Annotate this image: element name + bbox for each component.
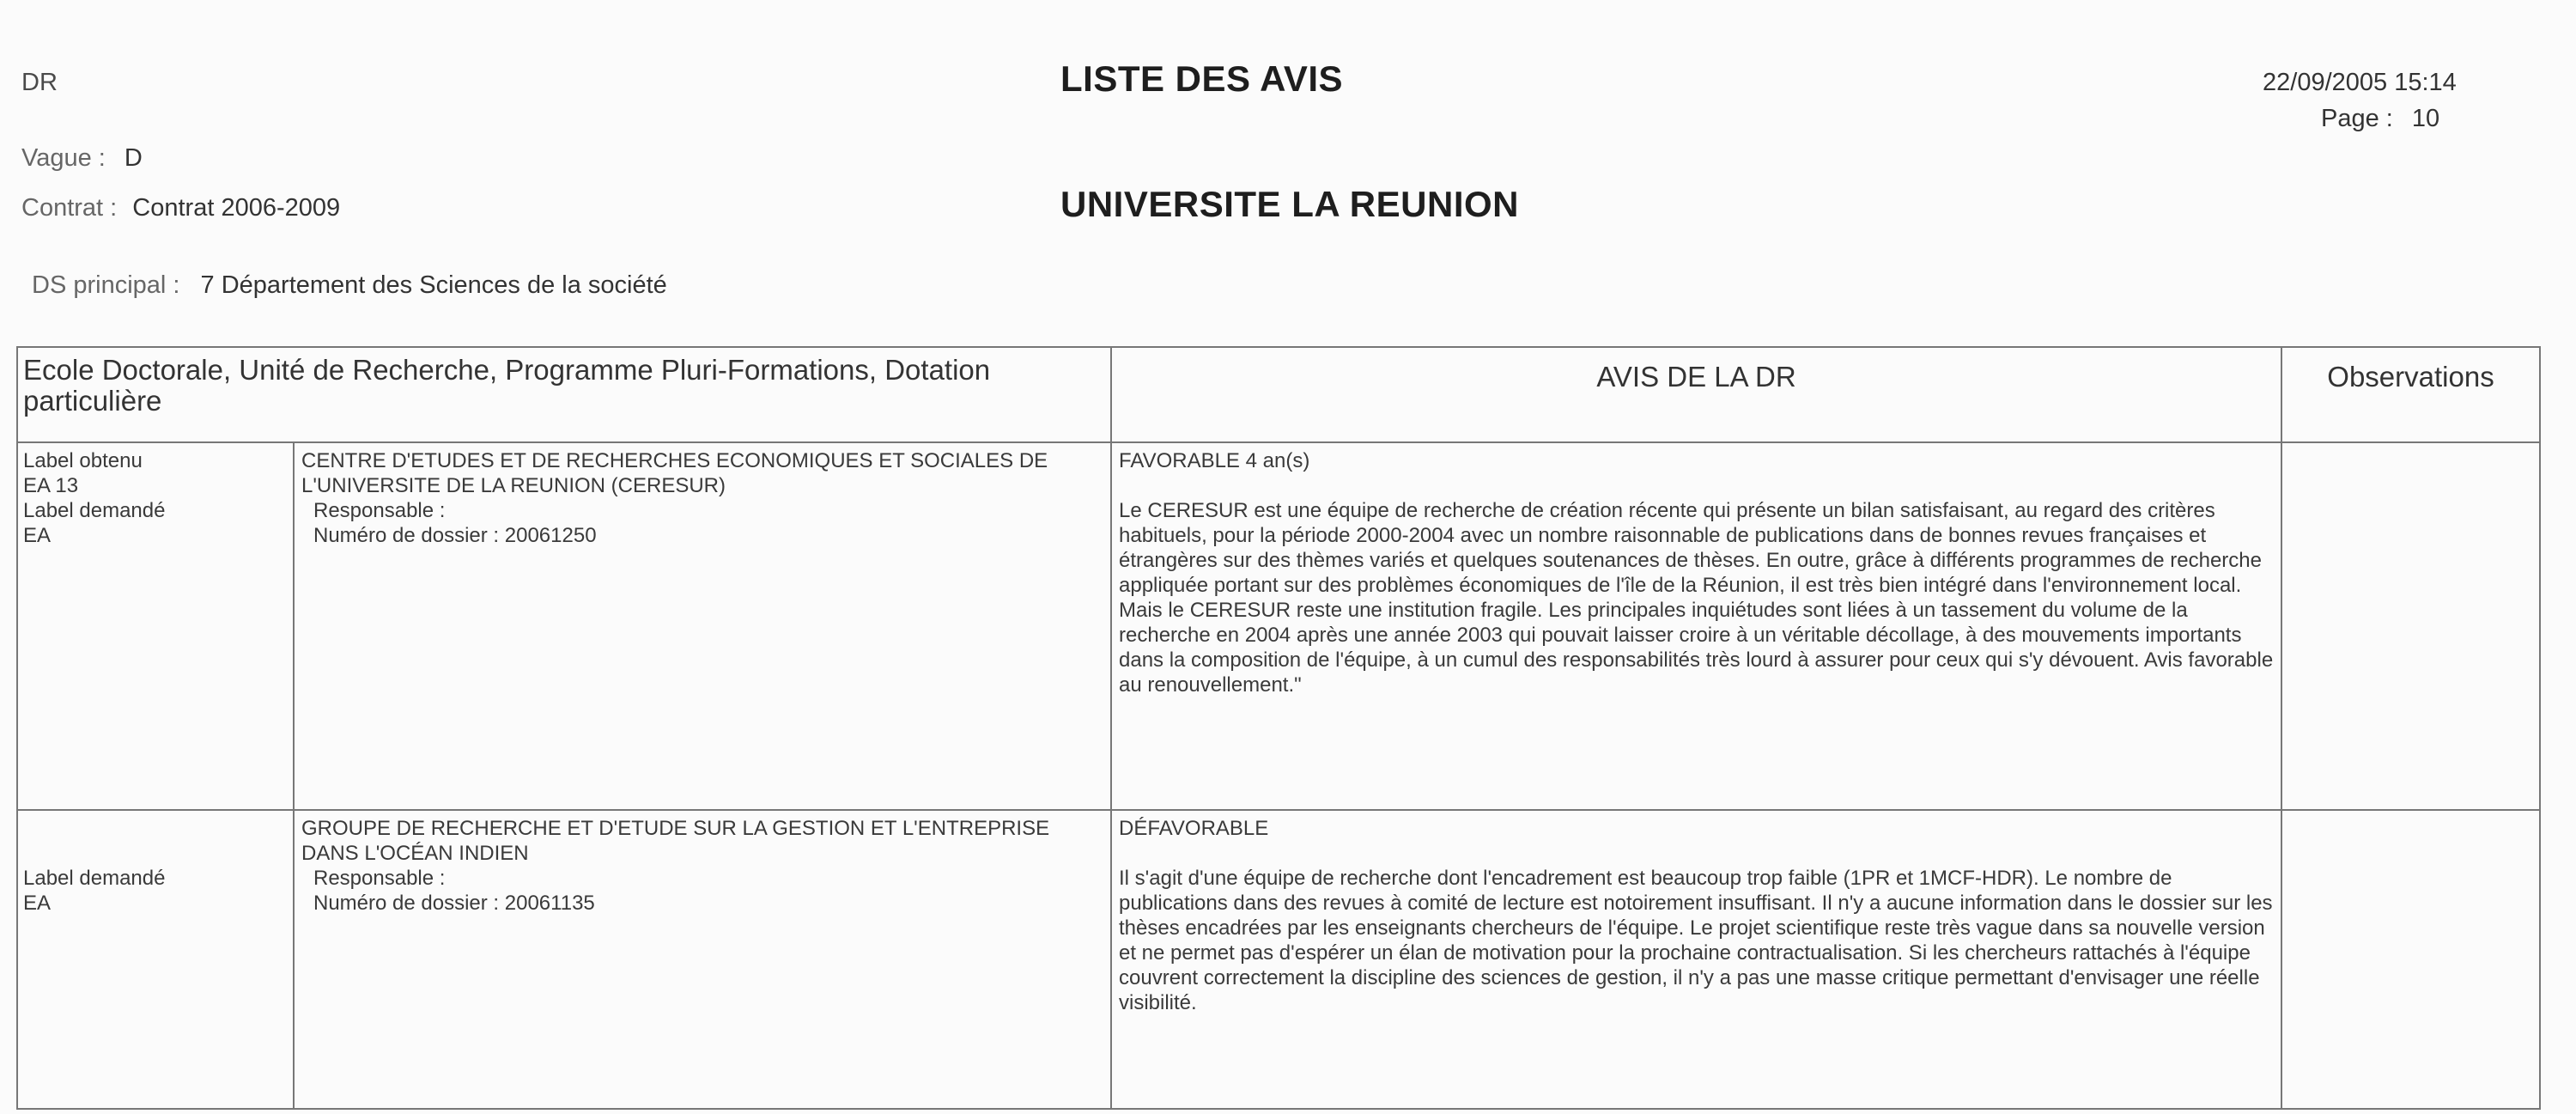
ds-value: 7 Département des Sciences de la société bbox=[200, 271, 667, 299]
avis-text: Le CERESUR est une équipe de recherche de création récente qui présente un bilan satisfaisant, au regard des critères habituels, pour la période 2000-2004 avec un nombre raisonnable de publications dans de bonnes revues françaises et étrangères sur des thèmes variés et quelques soutenances de thèses. En outre, grâce à différents programmes de recherche appliquée portant sur des problèmes économiques de l'île de la Réunion, il est très bien intégré dans l'environnement local. Mais le CERESUR reste une institution fragile. Les principales inquiétudes sont liées à un tassement du volume de la recherche en 2004 après une année 2003 qui pouvait laisser croire à un véritable décollage, à des mouvements importants dans la composition de l'équipe, à un cumul des responsabilités très lourd à assurer pour ceux qui s'y dévouent. Avis favorable au renouvellement." bbox=[1119, 499, 2274, 697]
university-title: UNIVERSITE LA REUNION bbox=[1060, 184, 1519, 224]
org-code: DR bbox=[21, 69, 58, 96]
responsable-label: Responsable : bbox=[313, 499, 446, 522]
unit-cell bbox=[294, 810, 1111, 1109]
label-line: EA bbox=[23, 892, 52, 915]
table-row bbox=[17, 810, 2540, 1109]
label-line: EA 13 bbox=[23, 474, 79, 497]
col-header-observations: Observations bbox=[2281, 347, 2540, 442]
avis-table bbox=[16, 346, 2541, 1110]
vague-label: Vague : bbox=[21, 144, 106, 172]
unit-cell bbox=[294, 442, 1111, 810]
avis-status: FAVORABLE 4 an(s) bbox=[1119, 449, 1310, 472]
dossier-number: Numéro de dossier : 20061250 bbox=[313, 524, 597, 547]
avis-text: Il s'agit d'une équipe de recherche dont l'encadrement est beaucoup trop faible (1PR et 1MCF-HDR). Le nombre de publications dans des revues à comité de lecture est notoirement insuffisant. Il n'y a aucune information dans le dossier sur les thèses encadrées par les enseignants chercheurs de l'équipe. Le projet scientifique reste très vague dans sa nouvelle version et ne permet pas d'espérer un élan de motivation pour la prochaine contractualisation. Si les chercheurs rattachés à l'équipe couvrent correctement la discipline des sciences de gestion, il n'y a pas une masse critique permettant d'envisager une réelle visibilité. bbox=[1119, 867, 2273, 1014]
observations-cell bbox=[2281, 810, 2540, 1109]
page-indicator bbox=[2321, 105, 2439, 133]
ds-label: DS principal : bbox=[32, 271, 180, 299]
vague-line bbox=[21, 144, 143, 173]
contrat-value: Contrat 2006-2009 bbox=[132, 194, 341, 222]
unit-name: CENTRE D'ETUDES ET DE RECHERCHES ECONOMIQUES ET SOCIALES DE L'UNIVERSITE DE LA REUNION (CERESUR) bbox=[301, 449, 1048, 497]
vague-value: D bbox=[124, 144, 143, 172]
label-line: Label demandé bbox=[23, 499, 166, 522]
label-line: Label obtenu bbox=[23, 449, 143, 472]
label-cell bbox=[17, 810, 294, 1109]
contrat-line bbox=[21, 194, 340, 222]
print-datetime: 22/09/2005 15:14 bbox=[2263, 69, 2457, 96]
page-title: LISTE DES AVIS bbox=[1060, 58, 1344, 99]
table-header-row bbox=[17, 347, 2540, 442]
page-number: 10 bbox=[2411, 105, 2440, 132]
contrat-label: Contrat : bbox=[21, 194, 118, 222]
col-header-structure: Ecole Doctorale, Unité de Recherche, Programme Pluri-Formations, Dotation particulière bbox=[17, 347, 1111, 442]
avis-status: DÉFAVORABLE bbox=[1119, 817, 1269, 840]
table-row bbox=[17, 442, 2540, 810]
page-label: Page : bbox=[2321, 105, 2393, 132]
col-header-avis: AVIS DE LA DR bbox=[1111, 347, 2281, 442]
dossier-number: Numéro de dossier : 20061135 bbox=[313, 892, 595, 915]
label-cell bbox=[17, 442, 294, 810]
label-line: EA bbox=[23, 524, 52, 547]
responsable-label: Responsable : bbox=[313, 867, 446, 890]
avis-cell bbox=[1111, 442, 2281, 810]
ds-principal-line bbox=[32, 271, 667, 300]
label-line: Label demandé bbox=[23, 867, 166, 890]
observations-cell bbox=[2281, 442, 2540, 810]
avis-cell bbox=[1111, 810, 2281, 1109]
unit-name: GROUPE DE RECHERCHE ET D'ETUDE SUR LA GESTION ET L'ENTREPRISE DANS L'OCÉAN INDIEN bbox=[301, 817, 1050, 865]
